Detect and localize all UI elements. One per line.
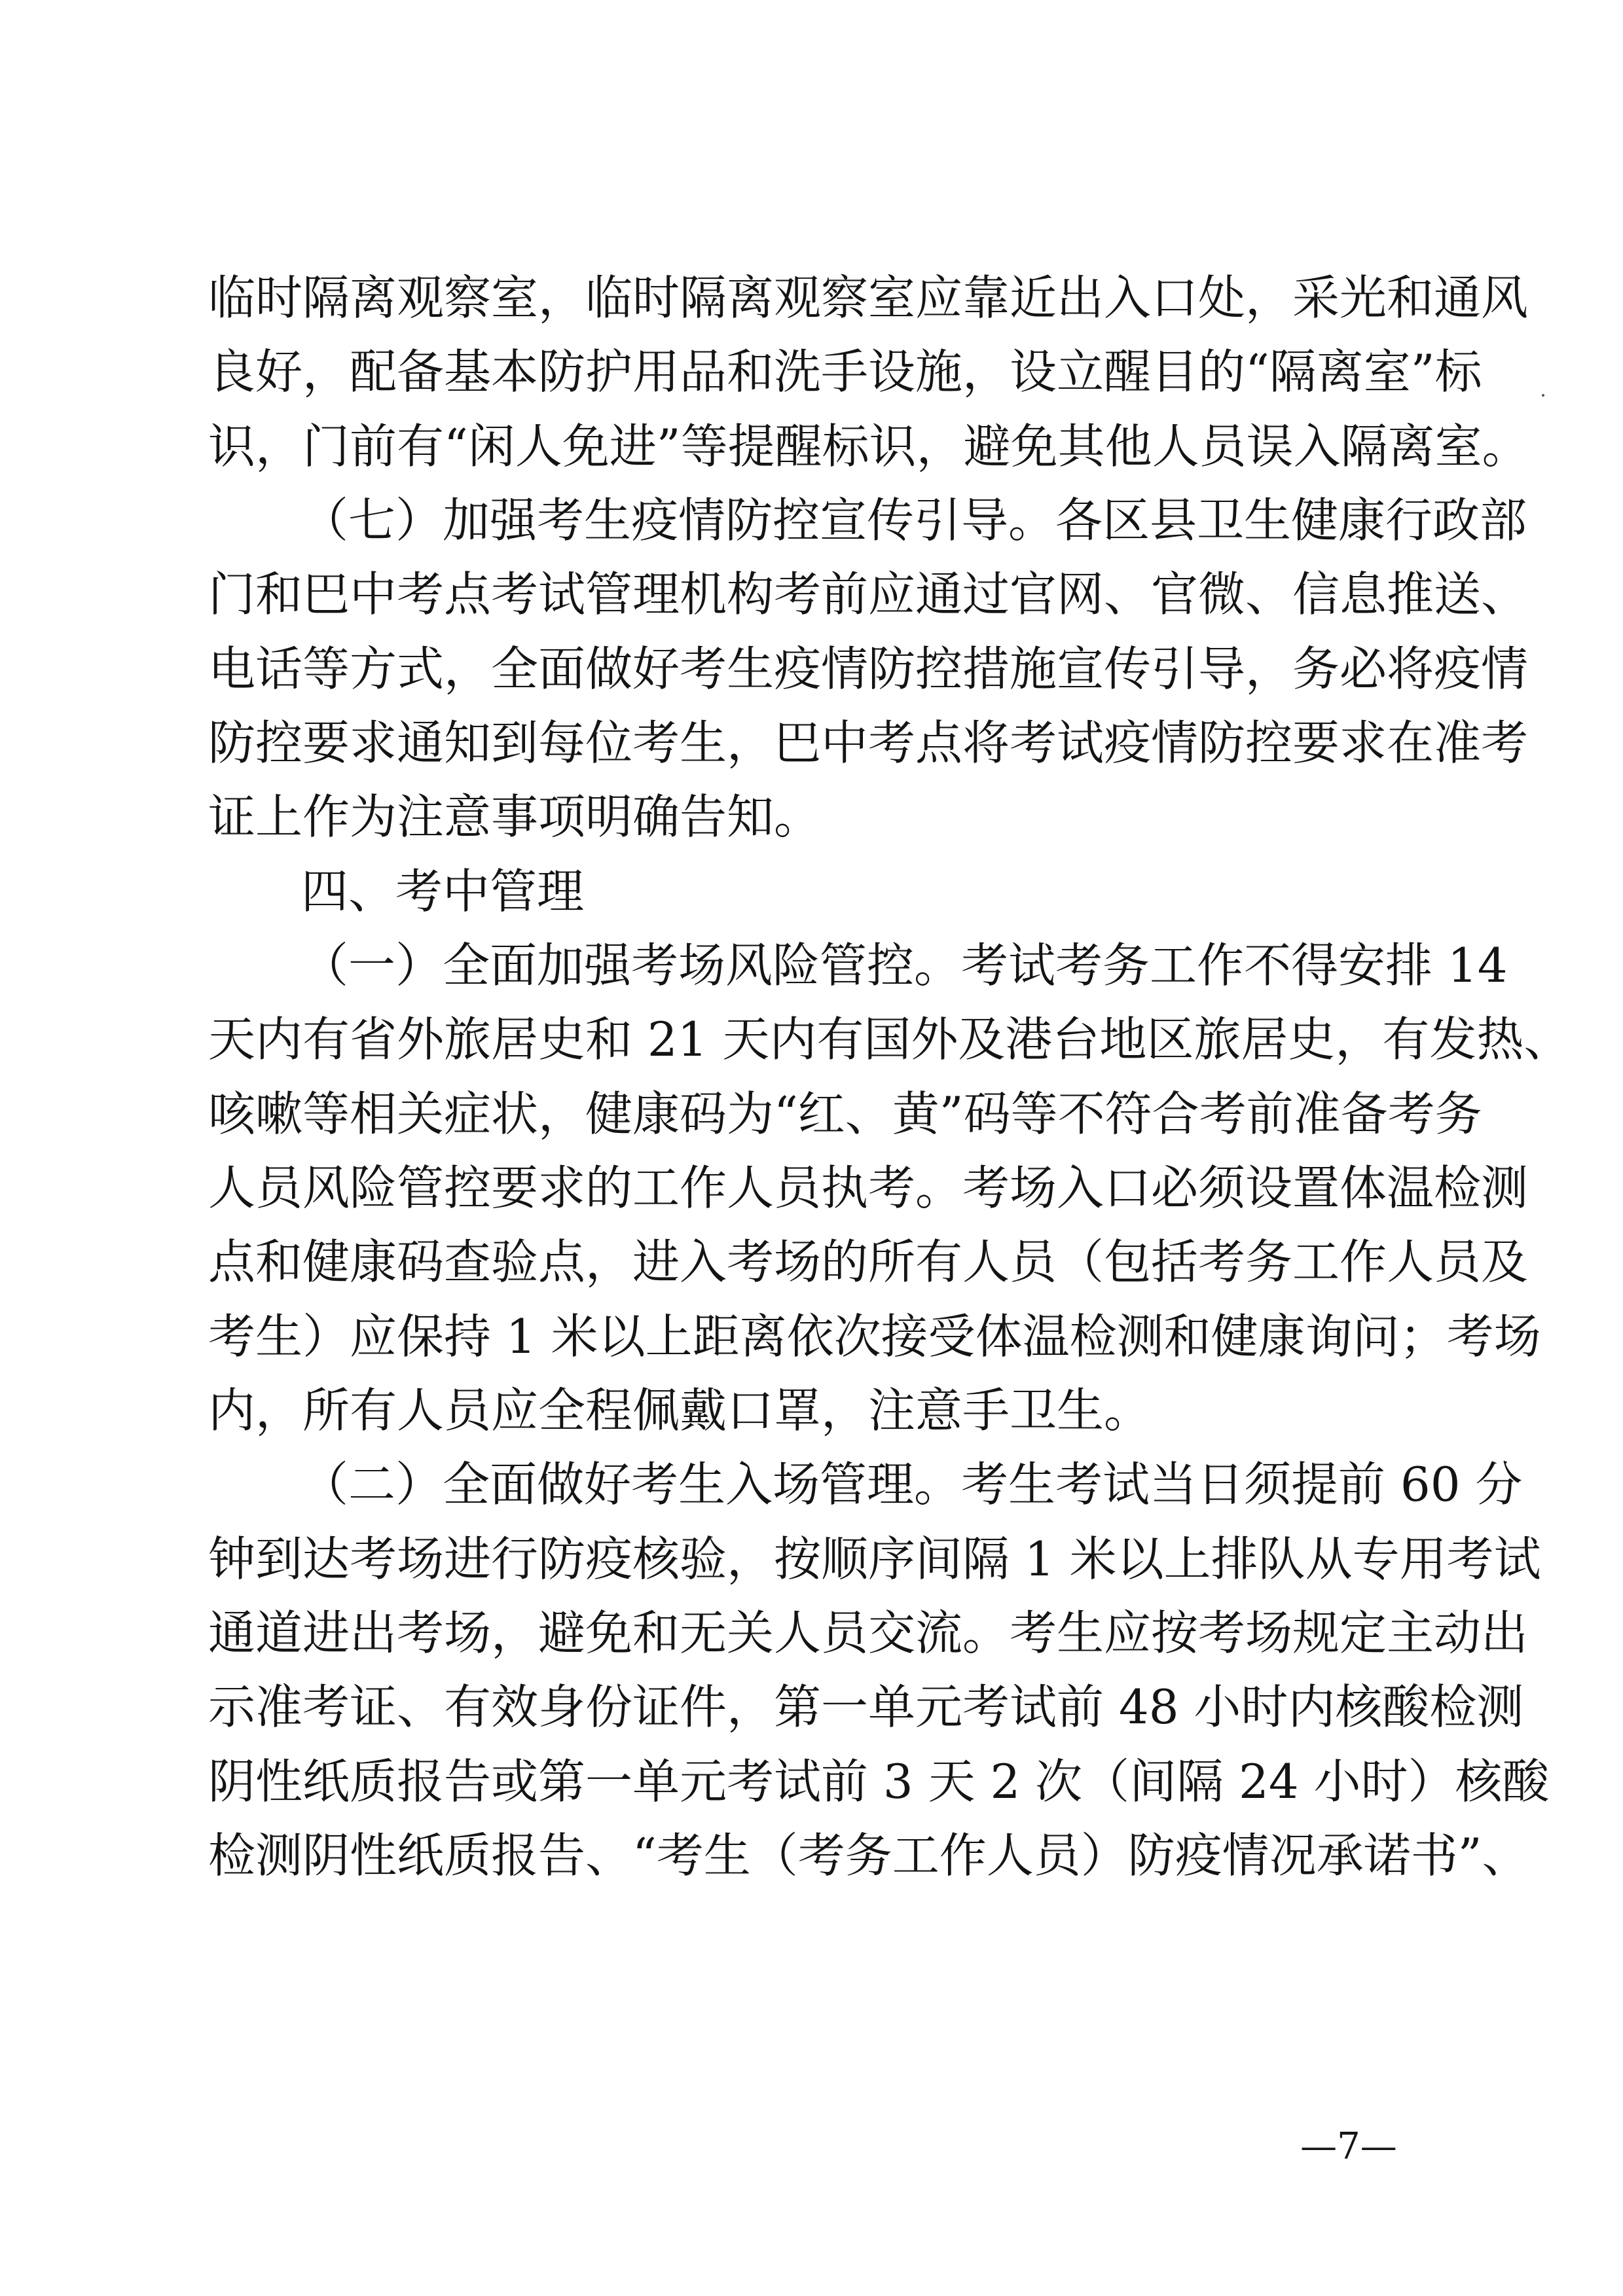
paragraph-line: 人员风险管控要求的工作人员执考。考场入口必须设置体温检测 [208, 1160, 1529, 1215]
paragraph-line: 检测阴性纸质报告、“考生（考务工作人员）防疫情况承诺书”、 [208, 1828, 1529, 1883]
paragraph-line: 内，所有人员应全程佩戴口罩，注意手卫生。 [208, 1383, 1152, 1438]
paragraph-line: 点和健康码查验点，进入考场的所有人员（包括考务工作人员及 [208, 1234, 1529, 1289]
paragraph-line: 临时隔离观察室，临时隔离观察室应靠近出入口处，采光和通风 [208, 270, 1529, 325]
paragraph-line: 天内有省外旅居史和 21 天内有国外及港台地区旅居史，有发热、 [208, 1012, 1571, 1067]
subsection-2-line: （二）全面做好考生入场管理。考生考试当日须提前 60 分 [301, 1457, 1523, 1512]
paragraph-line: 防控要求通知到每位考生，巴中考点将考试疫情防控要求在准考 [208, 715, 1529, 770]
paragraph-line: 阴性纸质报告或第一单元考试前 3 天 2 次（间隔 24 小时）核酸 [208, 1754, 1550, 1809]
paragraph-line: 门和巴中考点考试管理机构考前应通过官网、官微、信息推送、 [208, 567, 1529, 622]
page-number: —7— [1300, 2125, 1397, 2168]
paragraph-line: 良好，配备基本防护用品和洗手设施，设立醒目的“隔离室”标 [208, 344, 1482, 399]
paragraph-line: 通道进出考场，避免和无关人员交流。考生应按考场规定主动出 [208, 1605, 1529, 1660]
paragraph-line: 咳嗽等相关症状，健康码为“红、黄”码等不符合考前准备考务 [208, 1086, 1482, 1141]
scan-speck [1542, 394, 1544, 397]
section-7-heading-line: （七）加强考生疫情防控宣传引导。各区县卫生健康行政部 [301, 493, 1527, 548]
paragraph-line: 证上作为注意事项明确告知。 [208, 789, 822, 844]
paragraph-line: 考生）应保持 1 米以上距离依次接受体温检测和健康询问；考场 [208, 1309, 1541, 1364]
subsection-1-line: （一）全面加强考场风险管控。考试考务工作不得安排 14 [301, 938, 1508, 993]
paragraph-line: 示准考证、有效身份证件，第一单元考试前 48 小时内核酸检测 [208, 1679, 1524, 1734]
paragraph-line: 电话等方式，全面做好考生疫情防控措施宣传引导，务必将疫情 [208, 641, 1529, 696]
section-heading: 四、考中管理 [301, 864, 585, 919]
paragraph-line: 识，门前有“闲人免进”等提醒标识，避免其他人员误入隔离室。 [208, 419, 1529, 474]
paragraph-line: 钟到达考场进行防疫核验，按顺序间隔 1 米以上排队从专用考试 [208, 1532, 1541, 1587]
